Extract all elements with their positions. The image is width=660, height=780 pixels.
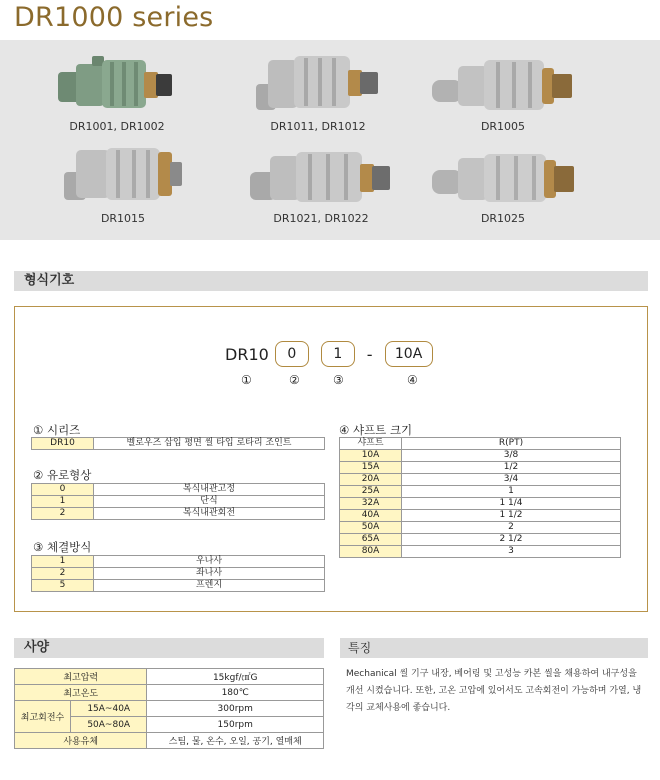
table-row <box>15 685 324 701</box>
spec-label: 최고회전수 <box>15 701 71 733</box>
rotary-joint-icon <box>246 146 396 210</box>
rotary-joint-icon <box>248 50 388 118</box>
page-title: DR1000 series <box>14 2 214 33</box>
feature-text: Mechanical 씰 기구 내장, 베어링 및 고성능 카본 씰을 채용하여 내구성을 개선 시켰습니다. 또한, 고온 고압에 있어서도 고속회전이 가능하며 가열, 냉각의 교체사용에 좋습니다. <box>346 669 642 713</box>
shaft-pt: 1 1/4 <box>402 498 621 510</box>
connection-code: 2 <box>32 568 94 580</box>
flow-desc: 복식내관회전 <box>94 508 325 520</box>
shaft-pt: 1 1/2 <box>402 510 621 522</box>
flow-table <box>31 483 325 520</box>
shaft-size: 15A <box>340 462 402 474</box>
table-row <box>340 510 621 522</box>
rotary-joint-icon <box>58 142 188 210</box>
shaft-pt: 3/4 <box>402 474 621 486</box>
code-number-4: ④ <box>407 373 418 387</box>
series-desc: 벨로우즈 삽입 평면 씰 타입 로타리 조인트 <box>94 438 325 450</box>
spec-sublabel: 15A~40A <box>71 701 147 717</box>
product-caption: DR1021, DR1022 <box>273 212 369 225</box>
code-slot-shaft: 10A <box>385 341 433 367</box>
rotary-joint-icon <box>428 54 578 118</box>
connection-heading: ③ 체결방식 <box>33 540 92 554</box>
shaft-size: 10A <box>340 450 402 462</box>
shaft-size: 20A <box>340 474 402 486</box>
pt-col-header: R(PT) <box>402 438 621 450</box>
table-row <box>15 733 324 749</box>
shaft-pt: 2 1/2 <box>402 534 621 546</box>
code-number-3: ③ <box>333 373 344 387</box>
table-row <box>32 496 325 508</box>
connection-code: 1 <box>32 556 94 568</box>
table-row <box>32 556 325 568</box>
model-code-section-bar: 형식기호 <box>14 271 648 291</box>
table-row <box>340 486 621 498</box>
product-caption: DR1005 <box>480 120 526 133</box>
rotary-joint-icon <box>52 50 182 118</box>
shaft-size: 40A <box>340 510 402 522</box>
shaft-heading: ④ 샤프트 크기 <box>339 423 413 437</box>
shaft-col-header: 샤프트 <box>340 438 402 450</box>
table-row <box>32 568 325 580</box>
spec-value: 300rpm <box>147 701 324 717</box>
table-row <box>340 474 621 486</box>
product-caption: DR1001, DR1002 <box>69 120 165 133</box>
series-code: DR10 <box>32 438 94 450</box>
flow-desc: 복식내관고정 <box>94 484 325 496</box>
table-row <box>15 669 324 685</box>
flow-heading: ② 유로형상 <box>33 468 92 482</box>
shaft-size: 80A <box>340 546 402 558</box>
product-caption: DR1025 <box>480 212 526 225</box>
connection-desc: 프렌지 <box>94 580 325 592</box>
product-dr1021 <box>246 146 396 225</box>
flow-code: 1 <box>32 496 94 508</box>
flow-code: 2 <box>32 508 94 520</box>
table-row <box>15 701 324 717</box>
spec-table <box>14 668 324 749</box>
connection-desc: 좌나사 <box>94 568 325 580</box>
connection-desc: 우나사 <box>94 556 325 568</box>
connection-code: 5 <box>32 580 94 592</box>
table-row <box>32 580 325 592</box>
flow-code: 0 <box>32 484 94 496</box>
product-dr1015 <box>58 142 188 225</box>
spec-value: 15kgf/㎠G <box>147 669 324 685</box>
series-table <box>31 437 325 450</box>
series-heading: ① 시리즈 <box>33 423 81 437</box>
table-row <box>340 462 621 474</box>
spec-label: 최고온도 <box>15 685 147 701</box>
shaft-size: 65A <box>340 534 402 546</box>
code-slot-flow: 0 <box>275 341 309 367</box>
shaft-pt: 1 <box>402 486 621 498</box>
flow-desc: 단식 <box>94 496 325 508</box>
code-number-1: ① <box>241 373 252 387</box>
shaft-pt: 1/2 <box>402 462 621 474</box>
product-caption: DR1015 <box>100 212 146 225</box>
spec-sublabel: 50A~80A <box>71 717 147 733</box>
table-row <box>32 508 325 520</box>
spec-section-bar: 사양 <box>14 638 324 658</box>
product-dr1011 <box>248 50 388 133</box>
shaft-size: 32A <box>340 498 402 510</box>
connection-table <box>31 555 325 592</box>
product-dr1005 <box>428 54 578 133</box>
code-prefix: DR10 <box>225 344 269 364</box>
spec-label: 사용유체 <box>15 733 147 749</box>
shaft-pt: 3/8 <box>402 450 621 462</box>
product-gallery <box>0 40 660 240</box>
shaft-pt: 2 <box>402 522 621 534</box>
product-dr1025 <box>428 148 578 225</box>
table-row <box>340 522 621 534</box>
code-slot-connection: 1 <box>321 341 355 367</box>
rotary-joint-icon <box>428 148 578 210</box>
table-row <box>340 546 621 558</box>
model-code-row <box>225 341 445 367</box>
feature-section-bar: 특징 <box>340 638 648 658</box>
table-row <box>340 450 621 462</box>
model-code-box <box>14 306 648 612</box>
table-row <box>32 438 325 450</box>
shaft-table <box>339 437 621 558</box>
spec-label: 최고압력 <box>15 669 147 685</box>
shaft-size: 25A <box>340 486 402 498</box>
table-header-row <box>340 438 621 450</box>
table-row <box>340 498 621 510</box>
shaft-size: 50A <box>340 522 402 534</box>
code-number-2: ② <box>289 373 300 387</box>
code-dash: - <box>366 344 373 364</box>
product-caption: DR1011, DR1012 <box>270 120 366 133</box>
spec-value: 180℃ <box>147 685 324 701</box>
shaft-pt: 3 <box>402 546 621 558</box>
table-row <box>32 484 325 496</box>
spec-value: 150rpm <box>147 717 324 733</box>
product-dr1001 <box>52 50 182 133</box>
spec-value: 스팀, 물, 온수, 오일, 공기, 열매체 <box>147 733 324 749</box>
table-row <box>340 534 621 546</box>
